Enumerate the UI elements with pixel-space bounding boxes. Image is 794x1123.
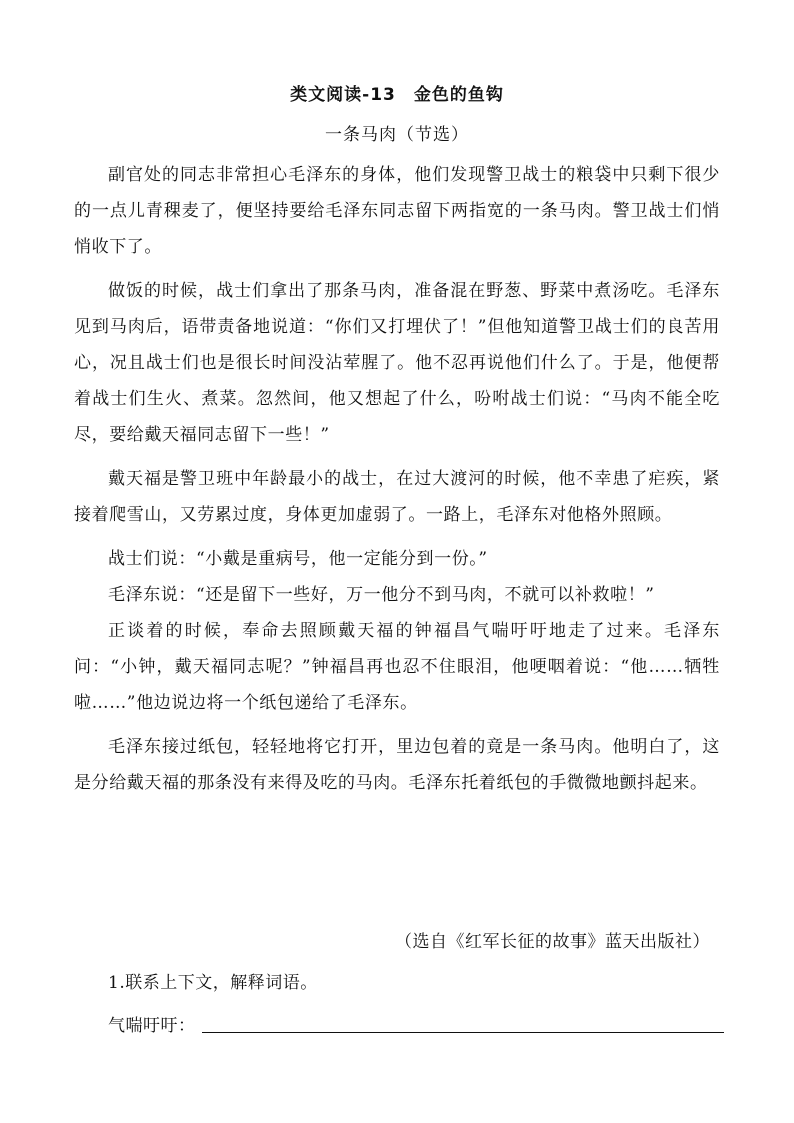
paragraph-1: 副官处的同志非常担心毛泽东的身体，他们发现警卫战士的粮袋中只剩下很少的一点儿青稞麦了，便坚持要给毛泽东同志留下两指宽的一条马肉。警卫战士们悄悄收下了。 (74, 165, 720, 257)
paragraph-4: 战士们说：“小戴是重病号，他一定能分到一份。” (108, 549, 488, 569)
article-subtitle: 一条马肉（节选） (325, 125, 469, 145)
question-1: 1.联系上下文，解释词语。 (108, 973, 318, 993)
source-citation: （选自《红军长征的故事》蓝天出版社） (395, 932, 710, 952)
paragraph-5: 毛泽东说：“还是留下一些好，万一他分不到马肉，不就可以补救啦！” (108, 585, 655, 605)
document-title: 类文阅读-13 金色的鱼钩 (290, 85, 504, 105)
answer-label: 气喘吁吁： (108, 1016, 196, 1036)
answer-row-1[interactable] (108, 1008, 724, 1038)
paragraph-6: 正谈着的时候，奉命去照顾戴天福的钟福昌气喘吁吁地走了过来。毛泽东问：“小钟，戴天福同志呢？”钟福昌再也忍不住眼泪，他哽咽着说：“他……牺牲啦……”他边说边将一个纸包递给了毛泽东。 (74, 621, 720, 713)
paragraph-7: 毛泽东接过纸包，轻轻地将它打开，里边包着的竟是一条马肉。他明白了，这是分给戴天福的那条没有来得及吃的马肉。毛泽东托着纸包的手微微地颤抖起来。 (74, 737, 720, 793)
answer-line[interactable] (202, 1032, 724, 1033)
article-body (74, 157, 720, 809)
paragraph-2: 做饭的时候，战士们拿出了那条马肉，准备混在野葱、野菜中煮汤吃。毛泽东见到马肉后，语带责备地说道：“你们又打埋伏了！”但他知道警卫战士们的良苦用心，况且战士们也是很长时间没沾荤腥了。他不忍再说他们什么了。于是，他便帮着战士们生火、煮菜。忽然间，他又想起了什么，吩咐战士们说：“马肉不能全吃尽，要给戴天福同志留下一些！” (74, 281, 720, 445)
paragraph-3: 戴天福是警卫班中年龄最小的战士，在过大渡河的时候，他不幸患了疟疾，紧接着爬雪山，又劳累过度，身体更加虚弱了。一路上，毛泽东对他格外照顾。 (74, 469, 720, 525)
